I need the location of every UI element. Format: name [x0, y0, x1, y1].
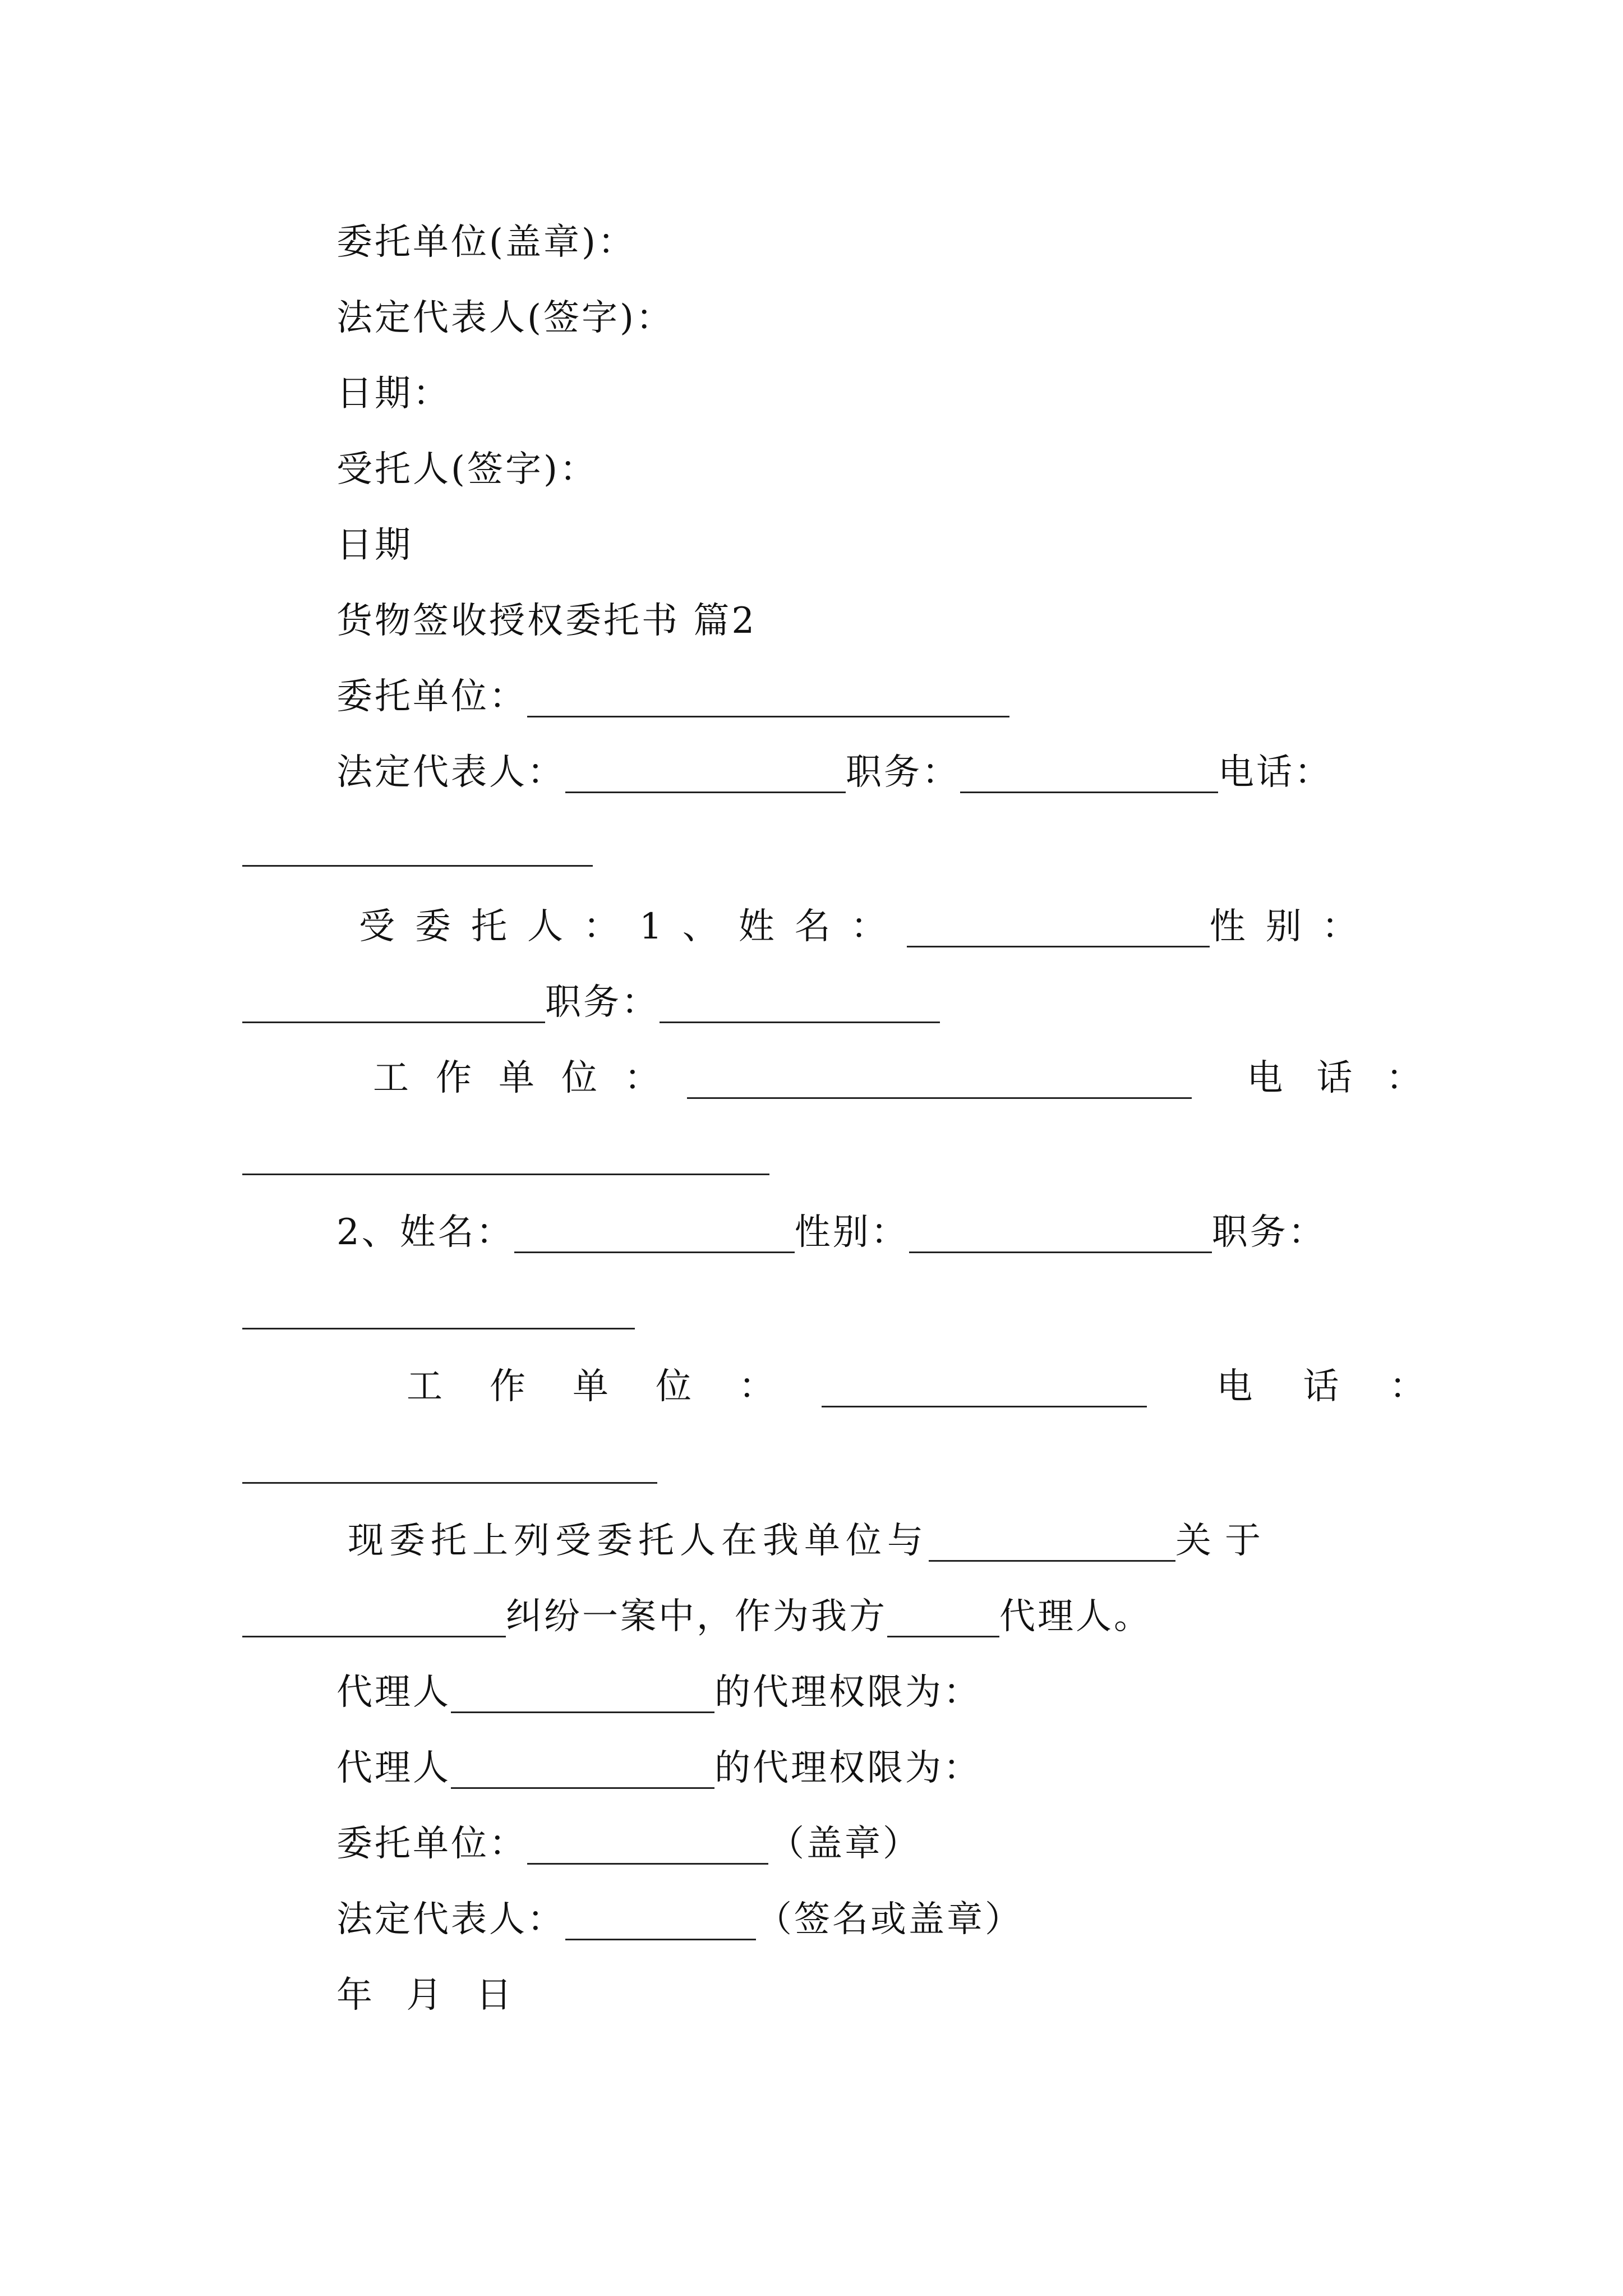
entrust-line-2: 纠纷一案中，作为我方 代理人。: [242, 1594, 1152, 1639]
agent1-phone-blank: [242, 1174, 769, 1175]
agent1-authority-blank: [451, 1711, 714, 1713]
date-row: 年 月 日: [336, 1975, 523, 2016]
client-unit-seal-blank: [527, 1863, 768, 1865]
agent1-gender-blank: [242, 1022, 545, 1023]
agent-type-blank: [887, 1636, 999, 1637]
position-blank: [960, 792, 1218, 793]
client-unit-seal-line: 委托单位(盖章)：: [336, 222, 636, 263]
entrust-line-1: 现委托上列受委托人在我单位与 关于: [348, 1520, 1274, 1562]
agent2-authority-blank: [451, 1787, 714, 1789]
agent1-name-row: 受委托人：1、姓名： 性别：: [359, 906, 1378, 947]
legal-rep-sign-blank: [565, 1939, 756, 1940]
agent2-phone-blank: [242, 1482, 657, 1484]
client-unit-row: 委托单位：: [336, 674, 1009, 719]
date-line-1: 日期：: [336, 373, 451, 415]
legal-rep-sign-line: 法定代表人(签字)：: [336, 297, 674, 339]
agent-sign-line: 受托人(签字)：: [336, 449, 598, 490]
agent2-workunit-blank: [822, 1406, 1147, 1407]
agent2-row: 2、姓名： 性别： 职务：: [336, 1212, 1326, 1253]
legal-rep-row: 法定代表人： 职务： 电话：: [336, 752, 1332, 793]
counterparty-blank: [929, 1560, 1175, 1562]
phone-blank-1: [242, 865, 593, 867]
date-line-2: 日期: [336, 524, 413, 566]
agent1-workunit-row: 工作单位： 电话：: [373, 1057, 1456, 1099]
document-title: 货物签收授权委托书 篇2: [336, 600, 757, 642]
client-unit-seal-row: 委托单位： （盖章）: [336, 1823, 921, 1865]
authority-line-2: 代理人 的代理权限为：: [336, 1747, 981, 1789]
legal-rep-blank: [565, 792, 846, 793]
agent1-workunit-blank: [687, 1097, 1192, 1099]
authority-line-1: 代理人 的代理权限为：: [336, 1672, 981, 1713]
agent2-gender-blank: [909, 1251, 1212, 1253]
agent2-position-blank: [242, 1328, 635, 1329]
agent1-name-blank: [907, 946, 1210, 947]
agent2-name-blank: [514, 1251, 795, 1253]
dispute-blank: [242, 1636, 506, 1637]
legal-rep-sign-row: 法定代表人： （签名或盖章）: [336, 1899, 1023, 1940]
agent2-workunit-row: 工作单位： 电话：: [407, 1366, 1476, 1407]
agent1-position-blank: [660, 1022, 940, 1023]
agent1-position-row: 职务：: [242, 980, 940, 1025]
client-unit-blank: [527, 716, 1009, 717]
